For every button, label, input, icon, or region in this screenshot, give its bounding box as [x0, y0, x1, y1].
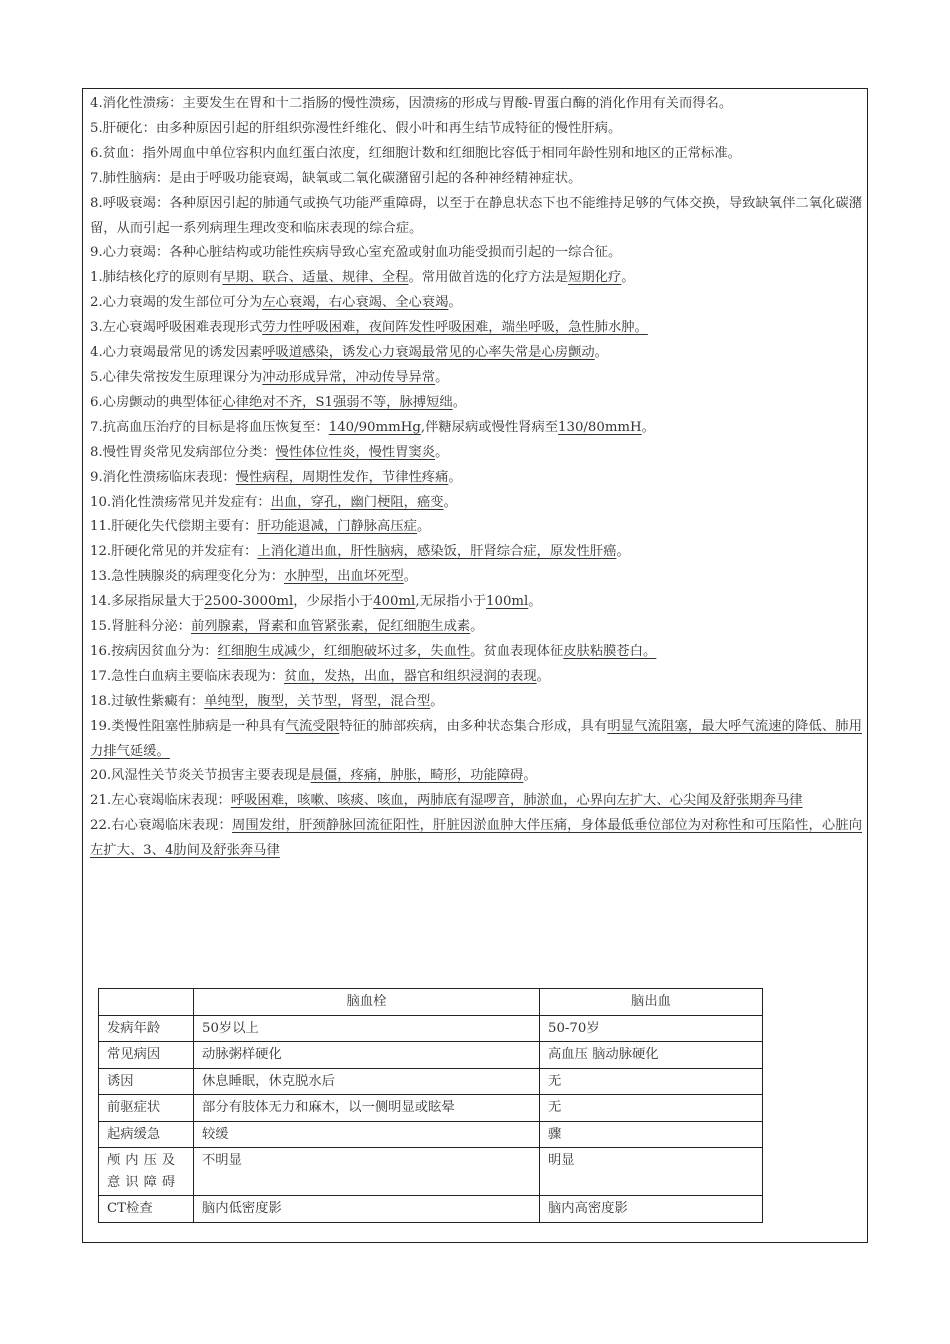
answer-text: 劳力性呼吸困难，夜间阵发性呼吸困难，端坐呼吸，急性肺水肿。: [262, 320, 648, 336]
question-text: 。: [523, 768, 537, 784]
question-text: 。: [435, 444, 449, 460]
table-cell: 50岁以上: [194, 1015, 540, 1042]
table-row: [99, 1068, 763, 1095]
row-header-cell: 前驱症状: [99, 1095, 194, 1122]
fill-in-item: [90, 291, 862, 316]
question-text: 。: [470, 619, 484, 635]
row-header-cell: 发病年龄: [99, 1015, 194, 1042]
column-header: [99, 989, 194, 1016]
question-text: ,无尿指小于: [415, 594, 487, 610]
question-text: 。: [616, 544, 630, 560]
question-text: 11.肝硬化失代偿期主要有：: [90, 519, 258, 535]
answer-text: 早期、联合、适量、规律、全程: [222, 270, 409, 286]
answer-text: 周围发绀，肝颈静脉回流征阳性，肝脏因淤血肿大伴压痛，身体最低垂位部位为对称性和可压陷性，心脏向左扩大、3、4肋间及舒张奔马律: [90, 818, 862, 859]
question-text: 20.风湿性关节炎关节损害主要表现是: [90, 768, 311, 784]
fill-in-item: [90, 789, 862, 814]
fill-in-item: [90, 515, 862, 540]
question-text: 7.抗高血压治疗的目标是将血压恢复至：: [90, 419, 329, 435]
question-text: 。: [403, 569, 417, 585]
question-text: 14.多尿指尿量大于: [90, 594, 205, 610]
fill-in-list: [90, 266, 862, 864]
question-text: 。: [430, 693, 444, 709]
answer-text: 短期化疗: [568, 270, 622, 286]
question-text: 10.消化性溃疡常见并发症有：: [90, 494, 271, 510]
row-header-cell: 诱因: [99, 1068, 194, 1095]
fill-in-item: [90, 366, 862, 391]
row-header-cell: 颅内压及意识障碍: [99, 1148, 194, 1196]
answer-text: 左心衰竭，右心衰竭、全心衰竭: [262, 295, 449, 311]
answer-text: 气流受限: [285, 718, 340, 734]
table-cell: 脑内高密度影: [540, 1196, 763, 1223]
answer-text: 140/90mmHg: [328, 419, 421, 435]
table-header-row: [99, 989, 763, 1016]
definition-item: 4.消化性溃疡：主要发生在胃和十二指肠的慢性溃疡，因溃疡的形成与胃酸-胃蛋白酶的消化作用有关而得名。: [90, 96, 733, 111]
question-text: 4.心力衰竭最常见的诱发因素: [90, 345, 263, 361]
question-text: 2.心力衰竭的发生部位可分为: [90, 295, 263, 311]
answer-text: 前列腺素，肾素和血管紧张素，促红细胞生成素: [190, 619, 471, 635]
table-row: [99, 1015, 763, 1042]
fill-in-item: [90, 565, 862, 590]
fill-in-item: [90, 640, 862, 665]
definition-item: 8.呼吸衰竭：各种原因引起的肺通气或换气功能严重障碍，以至于在静息状态下也不能维持足够的气体交换，导致缺氧伴二氧化碳潴留，从而引起一系列病理生理改变和临床表现的综合症。: [90, 195, 862, 236]
row-header-cell: CT检查: [99, 1196, 194, 1223]
question-text: 8.慢性胃炎常见发病部位分类：: [90, 444, 276, 460]
stroke-comparison-table: [98, 988, 763, 1223]
answer-text: 水肿型，出血坏死型: [284, 569, 404, 585]
answer-text: 心律绝对不齐，S1强弱不等，脉搏短绌: [222, 394, 453, 410]
fill-in-item: [90, 590, 862, 615]
fill-in-item: [90, 814, 862, 864]
question-text: 。: [416, 519, 431, 535]
fill-in-item: [90, 416, 862, 441]
question-text: 。: [528, 594, 542, 610]
fill-in-item: [90, 764, 862, 789]
question-text: ,伴糖尿病或慢性肾病至: [420, 419, 559, 435]
fill-in-item: [90, 665, 862, 690]
table-row: [99, 1095, 763, 1122]
question-text: 。: [452, 394, 466, 410]
table-cell: 骤: [540, 1121, 763, 1148]
fill-in-item: [90, 615, 862, 640]
fill-in-item: [90, 540, 862, 565]
fill-in-item: [90, 341, 862, 366]
fill-in-item: [90, 391, 862, 416]
table-cell: 无: [540, 1095, 763, 1122]
question-text: 12.肝硬化常见的并发症有：: [90, 544, 258, 560]
definition-item: 9.心力衰竭：各种心脏结构或功能性疾病导致心室充盈或射血功能受损而引起的一综合征。: [90, 245, 622, 261]
answer-text: 晨僵，疼痛，肿胀，畸形，功能障碍: [310, 768, 524, 784]
question-text: 。: [594, 345, 608, 361]
question-text: 15.肾脏科分泌：: [90, 619, 191, 635]
answer-text: 红细胞生成减少，红细胞破坏过多，失血性: [217, 643, 471, 659]
question-text: 17.急性白血病主要临床表现为：: [90, 668, 285, 684]
question-text: 。贫血表现体征: [470, 643, 564, 659]
fill-in-item: [90, 441, 862, 466]
table-row: [99, 1042, 763, 1069]
answer-text: 100ml: [486, 594, 529, 610]
question-text: 特征的肺部疾病，由多种状态集合形成，具有: [339, 718, 608, 734]
answer-text: 贫血，发热，出血，器官和组织浸润的表现: [284, 668, 537, 684]
answer-text: 呼吸道感染，诱发心力衰竭最常见的心率失常是心房颤动: [262, 345, 595, 361]
fill-in-item: [90, 266, 862, 291]
question-text: 6.心房颤动的典型体征: [90, 394, 223, 410]
answer-text: 上消化道出血，肝性脑病，感染饭，肝肾综合症，原发性肝癌: [257, 544, 617, 560]
table-cell: 不明显: [194, 1148, 540, 1196]
table-cell: 较缓: [194, 1121, 540, 1148]
column-header: 脑血栓: [194, 989, 540, 1016]
fill-in-item: [90, 466, 862, 491]
table-cell: 部分有肢体无力和麻木，以一侧明显或眩晕: [194, 1095, 540, 1122]
answer-text: 明显气流阻塞，最大呼气流速的降低、肺用力排气延缓。: [90, 718, 863, 759]
row-header-cell: 常见病因: [99, 1042, 194, 1069]
answer-text: 呼吸困难，咳嗽、咳痰、咳血，两肺底有湿啰音，肺淤血，心界向左扩大、心尖闻及舒张期奔马律: [230, 793, 803, 809]
table-cell: 休息睡眠，休克脱水后: [194, 1068, 540, 1095]
definitions-list: [90, 92, 862, 266]
question-text: 。: [435, 369, 449, 385]
answer-text: 出血，穿孔，幽门梗阻，癌变: [270, 494, 444, 510]
question-text: 9.消化性溃疡临床表现：: [90, 469, 236, 485]
question-text: 。常用做首选的化疗方法是: [408, 270, 569, 286]
answer-text: 400ml: [373, 594, 416, 610]
fill-in-item: [90, 690, 862, 715]
row-header-cell: 起病缓急: [99, 1121, 194, 1148]
definition-item: 6.贫血：指外周血中单位容积内血红蛋白浓度，红细胞计数和红细胞比容低于相同年龄性别和地区的正常标准。: [90, 145, 741, 161]
question-text: 21.左心衰竭临床表现：: [90, 793, 231, 809]
question-text: 。: [621, 270, 635, 286]
column-header: 脑出血: [540, 989, 763, 1016]
answer-text: 130/80mmH: [558, 419, 642, 435]
question-text: 。: [536, 668, 550, 684]
answer-text: 单纯型，腹型，关节型，肾型，混合型: [204, 693, 431, 709]
question-text: 22.右心衰竭临床表现：: [90, 818, 232, 834]
answer-text: 皮肤粘膜苍白。: [563, 643, 657, 659]
table-cell: 高血压 脑动脉硬化: [540, 1042, 763, 1069]
question-text: 3.左心衰竭呼吸困难表现形式: [90, 320, 263, 336]
fill-in-item: [90, 316, 862, 341]
notes-content: [90, 92, 862, 864]
question-text: 19.类慢性阻塞性肺病是一种具有: [90, 718, 286, 734]
question-text: 。: [443, 494, 457, 510]
definition-item: 7.肺性脑病：是由于呼吸功能衰竭，缺氧或二氧化碳潴留引起的各种神经精神症状。: [90, 170, 582, 186]
table-cell: 50-70岁: [540, 1015, 763, 1042]
question-text: 13.急性胰腺炎的病理变化分为：: [90, 569, 285, 585]
question-text: ，少尿指小于: [293, 594, 374, 610]
answer-text: 肝功能退减，门静脉高压症: [257, 519, 417, 535]
answer-text: 慢性病程，周期性发作，节律性疼痛: [235, 469, 449, 485]
table-cell: 无: [540, 1068, 763, 1095]
fill-in-item: [90, 715, 862, 765]
question-text: 18.过敏性紫癜有：: [90, 693, 205, 709]
table-row: [99, 1121, 763, 1148]
table-cell: 明显: [540, 1148, 763, 1196]
answer-text: 冲动形成异常，冲动传导异常: [262, 369, 436, 385]
table-cell: 动脉粥样硬化: [194, 1042, 540, 1069]
table-row: [99, 1148, 763, 1196]
definition-item: 5.肝硬化：由多种原因引起的肝组织弥漫性纤维化、假小叶和再生结节成特征的慢性肝病。: [90, 120, 622, 136]
fill-in-item: [90, 491, 862, 516]
question-text: 。: [448, 295, 462, 311]
question-text: 。: [448, 469, 462, 485]
question-text: 。: [641, 419, 655, 435]
table-row: [99, 1196, 763, 1223]
question-text: 16.按病因贫血分为：: [90, 643, 218, 659]
answer-text: 慢性体位性炎，慢性胃窦炎: [275, 444, 436, 460]
table-cell: 脑内低密度影: [194, 1196, 540, 1223]
question-text: 5.心律失常按发生原理课分为: [90, 369, 263, 385]
question-text: 1.肺结核化疗的原则有: [90, 270, 223, 286]
answer-text: 2500-3000ml: [204, 594, 294, 610]
